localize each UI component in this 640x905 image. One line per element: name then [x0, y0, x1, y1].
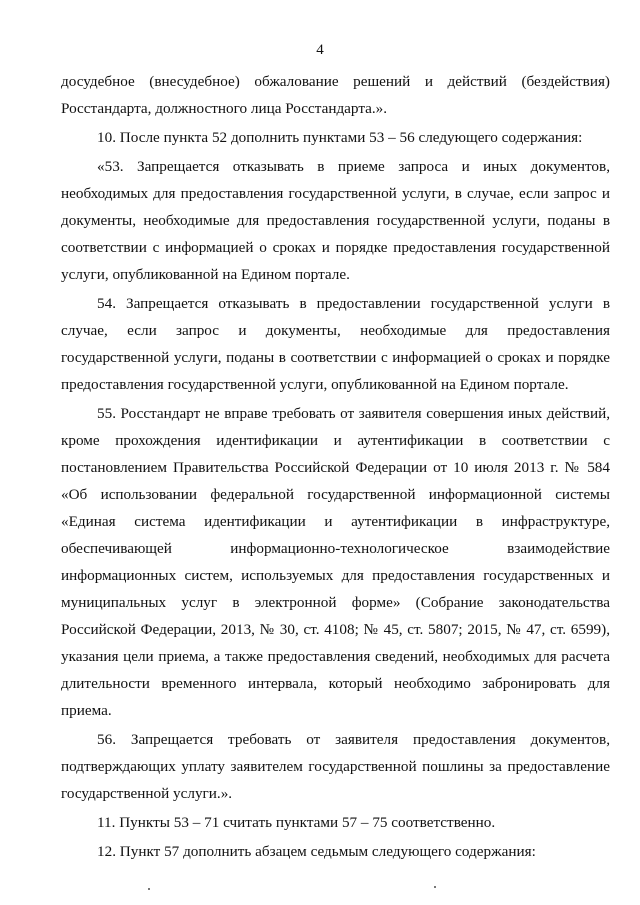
scan-speck — [434, 886, 436, 888]
document-body — [61, 68, 610, 865]
paragraph-item-11: 11. Пункты 53 – 71 считать пунктами 57 – 75 соответственно. — [97, 814, 496, 831]
paragraph-item-55: 55. Росстандарт не вправе требовать от заявителя совершения иных действий, кроме прохождения идентификации и аутентификации в соответствии с постановлением Правительства Российской Федерации от 10 июля 2013 г. № 584 «Об использовании федеральной государственной информационной системы «Единая система идентификации и аутентификации в инфраструктуре, обеспечивающей информационно-технологическое взаимодействие информационных систем, используемых для предоставления государственных и муниципальных услуг в электронной форме» (Собрание законодательства Российской Федерации, 2013, № 30, ст. 4108; № 45, ст. 5807; 2015, № 47, ст. 6599), указания цели приема, а также предоставления сведений, необходимых для расчета длительности временного интервала, который необходимо забронировать для приема. — [61, 405, 610, 719]
paragraph-continuation: досудебное (внесудебное) обжалование решений и действий (бездействия) Росстандарта, должностного лица Росстандарта.». — [61, 73, 610, 117]
paragraph-item-54: 54. Запрещается отказывать в предоставлении государственной услуги в случае, если запрос и документы, необходимые для предоставления государственной услуги, поданы в соответствии с информацией о сроках и порядке предоставления государственной услуги, опубликованной на Едином портале. — [61, 295, 610, 393]
scan-speck — [148, 888, 150, 890]
paragraph-item-56: 56. Запрещается требовать от заявителя предоставления документов, подтверждающих уплату заявителем государственной пошлины за предоставление государственной услуги.». — [61, 731, 610, 802]
page-number: 4 — [316, 42, 324, 58]
paragraph-item-53: «53. Запрещается отказывать в приеме запроса и иных документов, необходимых для предоставления государственной услуги, в случае, если запрос и документы, необходимые для предоставления государственной услуги, поданы в соответствии с информацией о сроках и порядке предоставления государственной услуги, опубликованной на Едином портале. — [61, 158, 610, 283]
paragraph-item-12: 12. Пункт 57 дополнить абзацем седьмым следующего содержания: — [97, 843, 536, 860]
paragraph-item-10: 10. После пункта 52 дополнить пунктами 53 – 56 следующего содержания: — [97, 129, 583, 146]
